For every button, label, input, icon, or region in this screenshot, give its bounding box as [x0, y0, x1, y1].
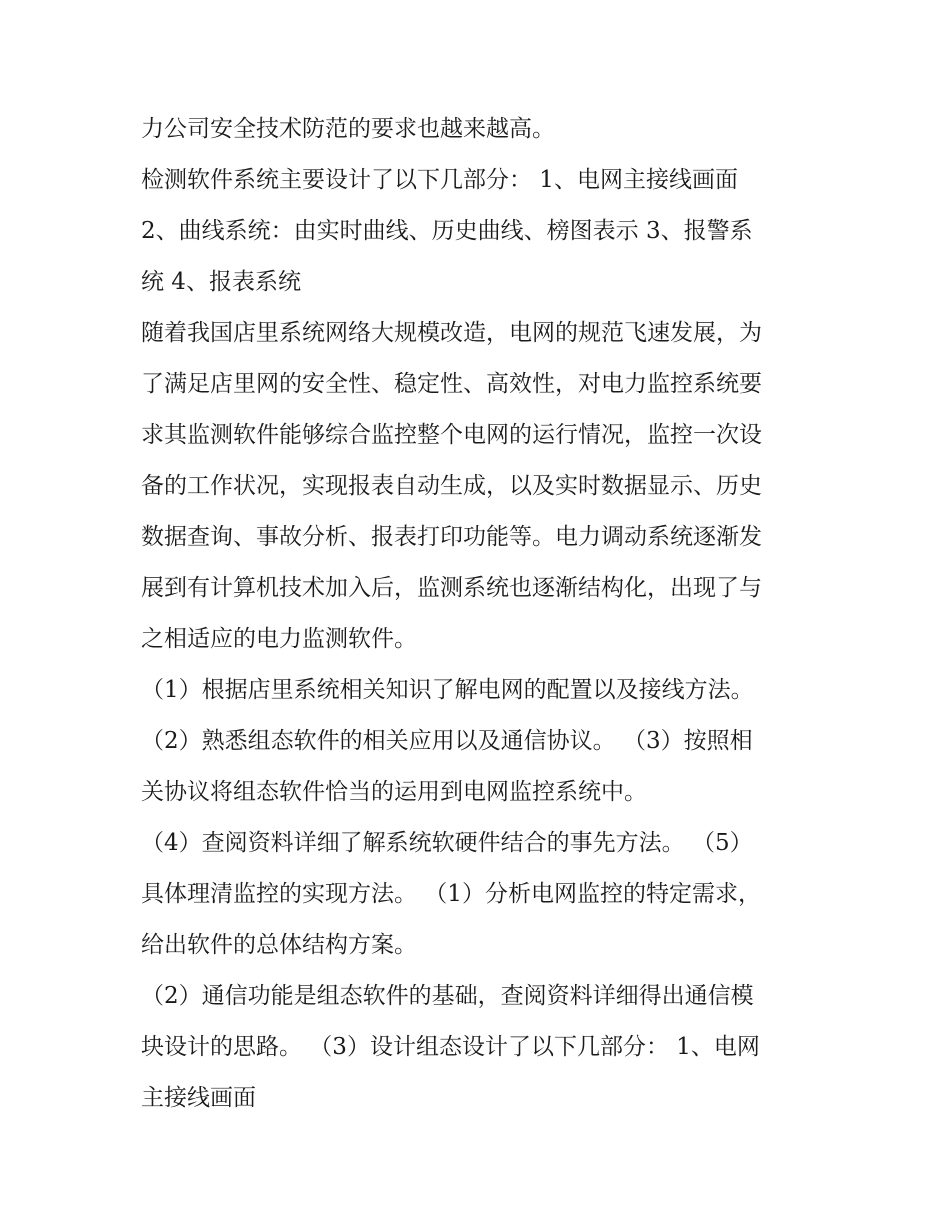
text-line: 2、曲线系统：由实时曲线、历史曲线、榜图表示 3、报警系: [141, 218, 753, 244]
text-line: 主接线画面: [141, 1085, 256, 1111]
text-line: 具体理清监控的实现方法。 （1）分析电网监控的特定需求，: [141, 881, 761, 907]
text-line: （4）查阅资料详细了解系统软硬件结合的事先方法。 （5）: [141, 830, 753, 856]
text-line: 给出软件的总体结构方案。: [141, 932, 417, 958]
text-line: 备的工作状况，实现报表自动生成，以及实时数据显示、历史: [141, 473, 762, 499]
text-line: 了满足店里网的安全性、稳定性、高效性，对电力监控系统要: [141, 371, 762, 397]
text-line: 求其监测软件能够综合监控整个电网的运行情况，监控一次设: [141, 422, 762, 448]
text-line: （2）通信功能是组态软件的基础，查阅资料详细得出通信模: [141, 983, 754, 1009]
text-line: 之相适应的电力监测软件。: [141, 626, 417, 652]
text-line: 检测软件系统主要设计了以下几部分： 1、电网主接线画面: [141, 167, 738, 193]
text-line: 块设计的思路。 （3）设计组态设计了以下几部分： 1、电网: [141, 1034, 760, 1060]
body-text: [141, 104, 831, 1124]
text-line: 关协议将组态软件恰当的运用到电网监控系统中。: [141, 779, 647, 805]
text-line: 统 4、报表系统: [141, 269, 301, 295]
text-line: 数据查询、事故分析、报表打印功能等。电力调动系统逐渐发: [141, 524, 762, 550]
text-line: （1）根据店里系统相关知识了解电网的配置以及接线方法。: [141, 677, 754, 703]
text-line: 展到有计算机技术加入后，监测系统也逐渐结构化，出现了与: [141, 575, 762, 601]
text-line: （2）熟悉组态软件的相关应用以及通信协议。 （3）按照相: [141, 728, 753, 754]
text-line: 力公司安全技术防范的要求也越来越高。: [141, 116, 555, 142]
text-line: 随着我国店里系统网络大规模改造，电网的规范飞速发展，为: [141, 320, 762, 346]
